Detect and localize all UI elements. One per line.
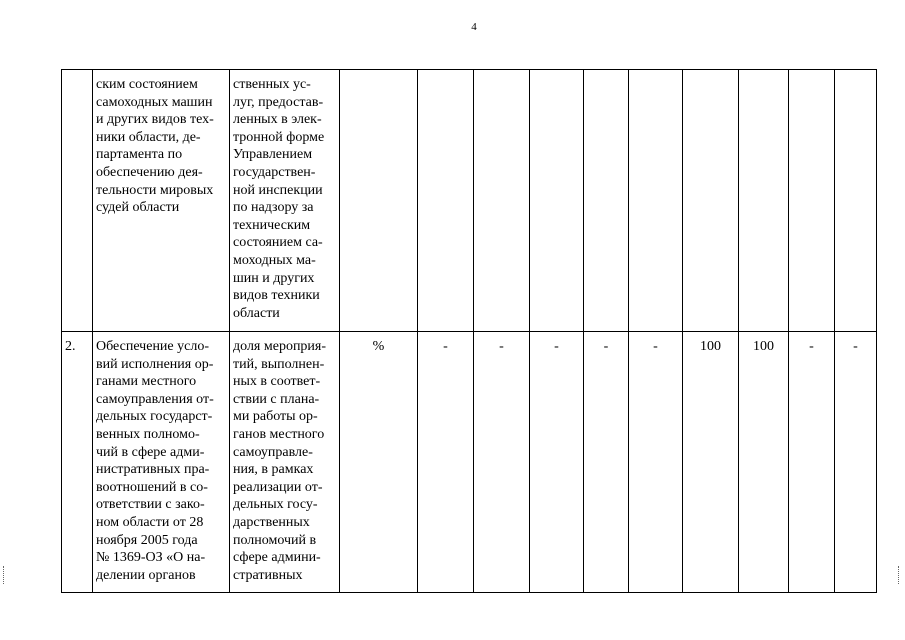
value-cell: - bbox=[418, 332, 474, 593]
value-cell bbox=[474, 70, 530, 332]
value-cell: - bbox=[474, 332, 530, 593]
value-cell bbox=[530, 70, 584, 332]
value-cell bbox=[629, 70, 683, 332]
value-cell: - bbox=[835, 332, 877, 593]
unit-cell bbox=[340, 70, 418, 332]
indicator-name-cell: ственных ус- луг, предостав- ленных в элек- тронной форме Управлением государствен- ной инспекции по надзору за техническим состоянием са- моходных ма- шин и других видов техники области bbox=[230, 70, 340, 332]
unit-cell: % bbox=[340, 332, 418, 593]
page-number: 4 bbox=[471, 21, 477, 33]
measure-name-cell: ским состоянием самоходных машин и других видов тех- ники области, де- партамента по обеспечению дея- тельности мировых судей области bbox=[93, 70, 230, 332]
value-cell: 100 bbox=[683, 332, 739, 593]
table-row bbox=[62, 70, 877, 332]
measure-name-cell: Обеспечение усло- вий исполнения ор- ганами местного самоуправления от- дельных государст- венных полномо- чий в сфере адми- нистративных пра- воотношений в со- ответствии с зако- ном области от 28 ноября 2005 года № 1369-ОЗ «О на- делении органов bbox=[93, 332, 230, 593]
indicator-name-cell: доля мероприя- тий, выполнен- ных в соответ- ствии с плана- ми работы ор- ганов местного самоуправле- ния, в рамках реализации от- дельных госу- дарственных полномочий в сфере админи- стративных bbox=[230, 332, 340, 593]
value-cell bbox=[789, 70, 835, 332]
indicators-table bbox=[61, 69, 877, 593]
value-cell: 100 bbox=[739, 332, 789, 593]
value-cell bbox=[584, 70, 629, 332]
scan-edge-mark bbox=[898, 566, 901, 584]
value-cell bbox=[835, 70, 877, 332]
value-cell: - bbox=[789, 332, 835, 593]
row-number bbox=[62, 70, 93, 332]
scan-edge-mark bbox=[3, 566, 6, 584]
value-cell bbox=[739, 70, 789, 332]
value-cell bbox=[418, 70, 474, 332]
value-cell: - bbox=[530, 332, 584, 593]
value-cell bbox=[683, 70, 739, 332]
row-number: 2. bbox=[62, 332, 93, 593]
value-cell: - bbox=[584, 332, 629, 593]
value-cell: - bbox=[629, 332, 683, 593]
table-row bbox=[62, 332, 877, 593]
